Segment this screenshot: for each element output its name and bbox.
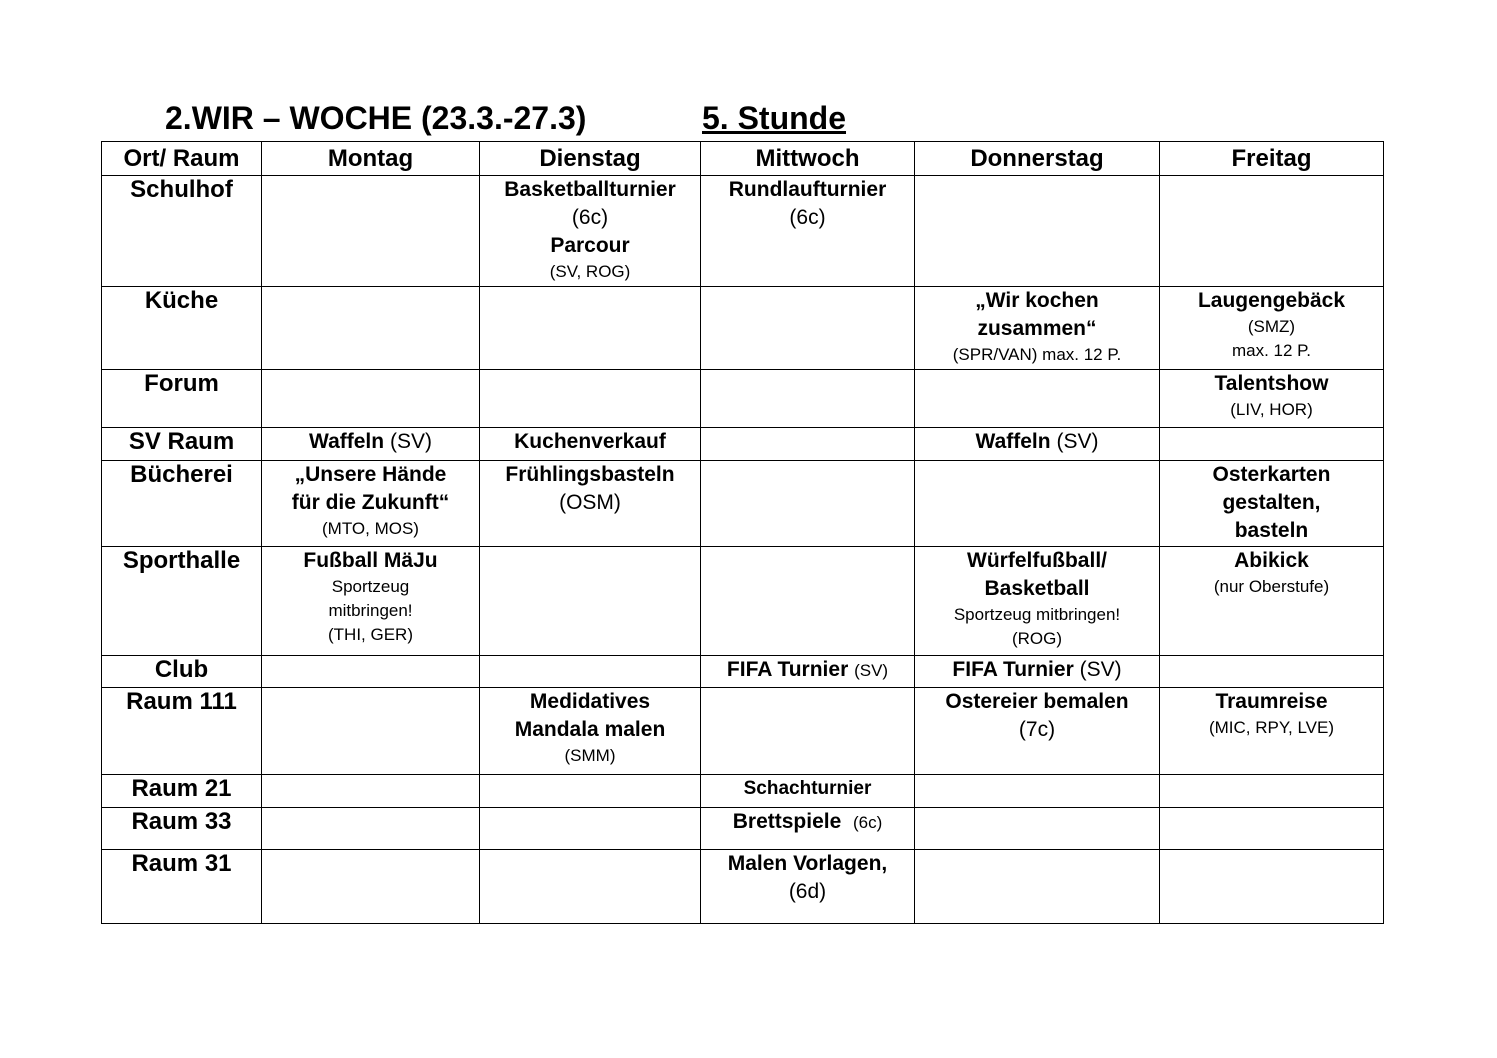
header-mittwoch: Mittwoch	[701, 142, 915, 176]
room-label: Raum 21	[102, 775, 262, 808]
cell-mittwoch	[701, 688, 915, 775]
cell-mittwoch	[701, 547, 915, 656]
activity-title: Ostereier bemalen	[945, 690, 1129, 713]
cell-donnerstag	[915, 656, 1160, 688]
header-freitag: Freitag	[1160, 142, 1384, 176]
cell-dienstag	[480, 775, 701, 808]
cell-montag	[262, 688, 480, 775]
activity-teachers: (SMZ)	[1247, 317, 1296, 336]
activity-title: Basketballturnier	[504, 178, 676, 201]
activity-teachers: (SPR/VAN) max. 12 P.	[952, 345, 1122, 364]
cell-freitag	[1160, 176, 1384, 287]
cell-dienstag	[480, 850, 701, 924]
cell-mittwoch	[701, 428, 915, 461]
activity-teachers: (ROG)	[1011, 629, 1063, 648]
cell-montag	[262, 428, 480, 461]
cell-freitag	[1160, 287, 1384, 370]
room-label: Raum 33	[102, 808, 262, 850]
header-dienstag: Dienstag	[480, 142, 701, 176]
activity-class: (6c)	[789, 206, 826, 229]
room-label: Küche	[102, 287, 262, 370]
cell-freitag	[1160, 808, 1384, 850]
activity-title: Basketball	[984, 577, 1090, 600]
activity-title: Waffeln	[975, 430, 1051, 453]
cell-mittwoch	[701, 461, 915, 547]
room-label: Forum	[102, 370, 262, 428]
cell-donnerstag	[915, 461, 1160, 547]
activity-class: (7c)	[1018, 718, 1056, 741]
activity-teachers: (OSM)	[559, 491, 621, 514]
cell-mittwoch	[701, 287, 915, 370]
cell-mittwoch	[701, 808, 915, 850]
activity-title: FIFA Turnier	[952, 658, 1074, 681]
cell-montag	[262, 547, 480, 656]
activity-class: (6d)	[788, 880, 827, 903]
cell-dienstag	[480, 176, 701, 287]
cell-freitag	[1160, 428, 1384, 461]
activity-title: Laugengebäck	[1197, 289, 1346, 312]
activity-teachers: (THI, GER)	[328, 625, 413, 644]
room-label: Sporthalle	[102, 547, 262, 656]
activity-title: Waffeln	[309, 430, 385, 453]
activity-note: Sportzeug	[331, 577, 410, 596]
table-row	[102, 287, 1384, 370]
activity-teachers: (SV)	[854, 661, 889, 680]
cell-donnerstag	[915, 688, 1160, 775]
cell-dienstag	[480, 287, 701, 370]
cell-donnerstag	[915, 850, 1160, 924]
cell-dienstag	[480, 370, 701, 428]
activity-teachers: (LIV, HOR)	[1230, 400, 1313, 419]
table-row	[102, 428, 1384, 461]
activity-title: Frühlingsbasteln	[505, 463, 675, 486]
cell-montag	[262, 808, 480, 850]
activity-note: max. 12 P.	[1231, 341, 1312, 360]
cell-freitag	[1160, 850, 1384, 924]
activity-note: Sportzeug mitbringen!	[953, 605, 1121, 624]
activity-title: für die Zukunft“	[291, 491, 450, 514]
activity-note: mitbringen!	[328, 601, 413, 620]
activity-title: Mandala malen	[514, 718, 666, 741]
activity-title: Brettspiele	[732, 810, 842, 833]
header-row	[102, 142, 1384, 176]
activity-title: Abikick	[1234, 549, 1309, 572]
activity-teachers: (SV, ROG)	[549, 262, 631, 281]
cell-donnerstag	[915, 287, 1160, 370]
cell-donnerstag	[915, 547, 1160, 656]
activity-title: Malen Vorlagen,	[727, 852, 888, 875]
cell-montag	[262, 461, 480, 547]
activity-title: Osterkarten	[1212, 463, 1331, 486]
schedule-table	[101, 141, 1384, 924]
table-row	[102, 176, 1384, 287]
cell-donnerstag	[915, 428, 1160, 461]
cell-mittwoch	[701, 656, 915, 688]
room-label: Schulhof	[102, 176, 262, 287]
room-label: Raum 31	[102, 850, 262, 924]
cell-montag	[262, 287, 480, 370]
cell-freitag	[1160, 656, 1384, 688]
cell-montag	[262, 850, 480, 924]
cell-montag	[262, 176, 480, 287]
activity-title: Traumreise	[1215, 690, 1328, 713]
table-row	[102, 775, 1384, 808]
table-row	[102, 370, 1384, 428]
table-row	[102, 688, 1384, 775]
cell-dienstag	[480, 428, 701, 461]
page-title	[165, 100, 847, 140]
table-row	[102, 656, 1384, 688]
activity-teachers: (SV)	[1079, 658, 1122, 681]
cell-mittwoch	[701, 850, 915, 924]
activity-title: Kuchenverkauf	[514, 430, 666, 453]
cell-mittwoch	[701, 775, 915, 808]
activity-title: zusammen“	[977, 317, 1097, 340]
activity-title: Rundlaufturnier	[728, 178, 887, 201]
cell-montag	[262, 370, 480, 428]
activity-note: (nur Oberstufe)	[1213, 577, 1330, 596]
cell-mittwoch	[701, 370, 915, 428]
activity-title: Würfelfußball/	[967, 549, 1107, 572]
cell-donnerstag	[915, 176, 1160, 287]
activity-title: „Unsere Hände	[294, 463, 447, 486]
cell-dienstag	[480, 656, 701, 688]
activity-title: „Wir kochen	[975, 289, 1099, 312]
cell-freitag	[1160, 461, 1384, 547]
cell-dienstag	[480, 547, 701, 656]
activity-teachers: (MTO, MOS)	[322, 519, 419, 538]
activity-class: (6c)	[852, 813, 883, 832]
cell-montag	[262, 775, 480, 808]
activity-title: Parcour	[550, 234, 630, 257]
room-label: Bücherei	[102, 461, 262, 547]
cell-freitag	[1160, 547, 1384, 656]
cell-donnerstag	[915, 775, 1160, 808]
activity-title: Talentshow	[1214, 372, 1329, 395]
cell-mittwoch	[701, 176, 915, 287]
cell-donnerstag	[915, 808, 1160, 850]
room-label: Raum 111	[102, 688, 262, 775]
cell-dienstag	[480, 688, 701, 775]
cell-freitag	[1160, 688, 1384, 775]
header-room: Ort/ Raum	[102, 142, 262, 176]
room-label: SV Raum	[102, 428, 262, 461]
cell-freitag	[1160, 775, 1384, 808]
activity-title: Medidatives	[529, 690, 651, 713]
table-row	[102, 850, 1384, 924]
table-row	[102, 808, 1384, 850]
cell-donnerstag	[915, 370, 1160, 428]
activity-title: basteln	[1234, 519, 1309, 542]
activity-title: Schachturnier	[743, 778, 872, 799]
activity-title: FIFA Turnier	[726, 658, 849, 681]
table-row	[102, 547, 1384, 656]
cell-dienstag	[480, 808, 701, 850]
activity-teachers: (SV)	[389, 430, 432, 453]
header-donnerstag: Donnerstag	[915, 142, 1160, 176]
table-row	[102, 461, 1384, 547]
activity-title: Fußball MäJu	[303, 549, 438, 572]
activity-class: (6c)	[571, 206, 609, 229]
activity-teachers: (MIC, RPY, LVE)	[1208, 718, 1334, 737]
activity-title: gestalten,	[1222, 491, 1321, 514]
title-main: 2.WIR – WOCHE (23.3.-27.3)	[165, 100, 587, 136]
activity-teachers: (SMM)	[564, 746, 616, 765]
cell-freitag	[1160, 370, 1384, 428]
cell-montag	[262, 656, 480, 688]
room-label: Club	[102, 656, 262, 688]
title-period: 5. Stunde	[702, 100, 847, 136]
activity-teachers: (SV)	[1056, 430, 1099, 453]
header-montag: Montag	[262, 142, 480, 176]
cell-dienstag	[480, 461, 701, 547]
